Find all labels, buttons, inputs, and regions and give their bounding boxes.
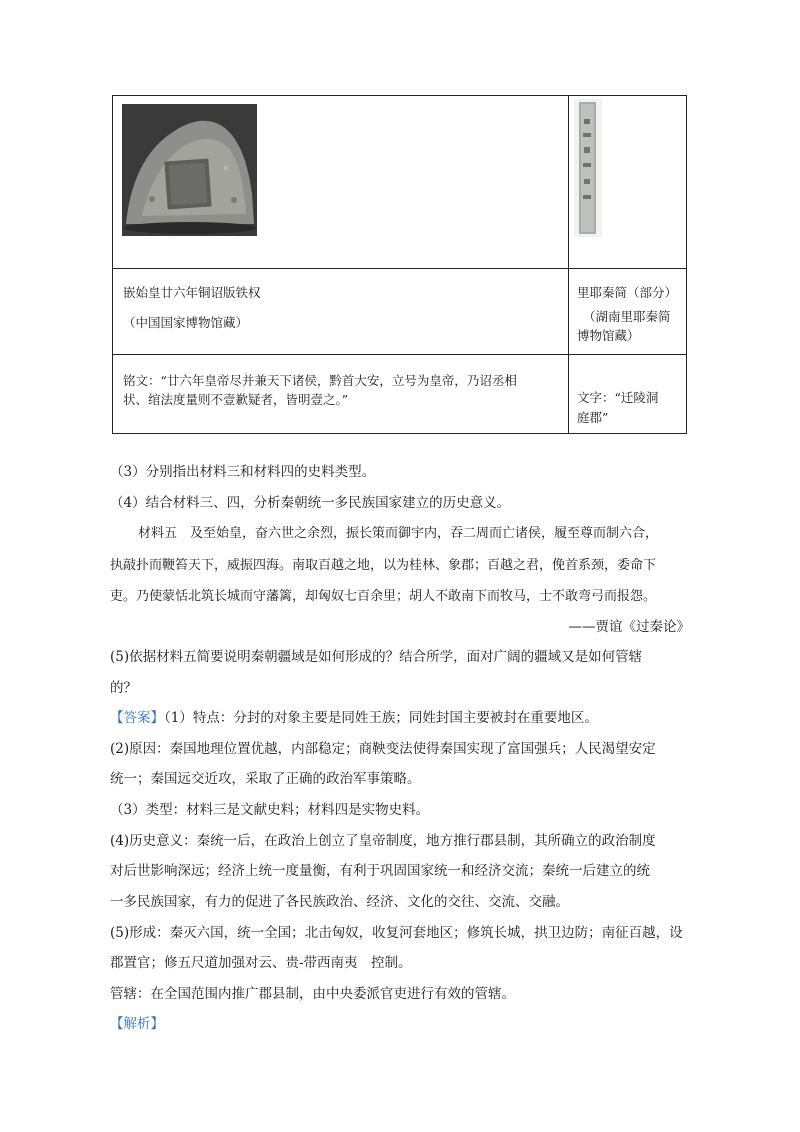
question-3: （3）分别指出材料三和材料四的史料类型。 (110, 464, 376, 480)
material5-line2: 执敲扑而鞭笞天下，威振四海。南取百越之地，以为桂林、象郡；百越之君，俛首系颈，委命下 (110, 558, 657, 573)
table-row-divider (113, 354, 686, 355)
item1-collection: （中国国家博物馆藏） (123, 315, 249, 330)
answer-4-line3: 一多民族国家，有力的促进了各民族政治、经济、文化的交往、交流、交融。 (110, 894, 569, 910)
material5-line3: 吏。乃使蒙恬北筑长城而守藩篱，却匈奴七百余里；胡人不敢南下而牧马，士不敢弯弓而报怨。 (110, 589, 657, 604)
answer-4-line1: (4)历史意义：秦统一后，在政治上创立了皇帝制度，地方推行郡县制，其所确立的政治制度 (110, 833, 656, 849)
item2-collection-line2: 博物馆藏） (577, 328, 640, 343)
answer-5-line2: 郡置官；修五尺道加强对云、贵-带西南夷 控制。 (110, 955, 412, 971)
material5-source: ——贾谊《过秦论》 (568, 619, 690, 635)
table-row-divider (113, 268, 686, 269)
iron-weight-photo (122, 104, 257, 236)
bamboo-slip-photo (574, 99, 602, 237)
question-5-line1: (5)依据材料五简要说明秦朝疆域是如何形成的？结合所学，面对广阔的疆域又是如何管辖 (110, 649, 643, 665)
item2-text-line2: 庭郡” (577, 410, 609, 425)
item1-inscription-line1: 铭文：“廿六年皇帝尽并兼天下诸侯，黔首大安，立号为皇帝，乃诏丞相 (123, 373, 517, 388)
answer-5-line1: (5)形成：秦灭六国，统一全国；北击匈奴，收复河套地区；修筑长城，拱卫边防；南征百越，设 (110, 925, 683, 941)
item2-collection-line1: （湖南里耶秦简 (583, 309, 671, 324)
material5-line1: 材料五 及至始皇，奋六世之余烈，振长策而御宇内，吞二周而亡诸侯，履至尊而制六合， (138, 526, 659, 541)
answer-1-row (110, 708, 690, 728)
item1-name: 嵌始皇廿六年铜诏版铁权 (123, 285, 261, 300)
question-4: （4）结合材料三、四，分析秦朝统一多民族国家建立的历史意义。 (110, 495, 511, 511)
analysis-label: 【解析】 (110, 1016, 164, 1032)
answer-1: （1）特点：分封的对象主要是同姓王族；同姓封国主要被封在重要地区。 (164, 710, 598, 726)
answer-2-line1: (2)原因：秦国地理位置优越，内部稳定；商鞅变法使得秦国实现了富国强兵；人民渴望安定 (110, 741, 656, 757)
answer-3: （3）类型：材料三是文献史料；材料四是实物史料。 (110, 802, 430, 818)
item1-inscription-line2: 状、绾法度量则不壹歉疑者，皆明壹之。” (123, 392, 349, 407)
item2-text-line1: 文字：“迁陵洞 (577, 390, 659, 405)
question-5-line2: 的？ (110, 680, 137, 696)
answer-2-line2: 统一；秦国远交近攻，采取了正确的政治军事策略。 (110, 771, 421, 787)
table-column-divider (568, 96, 569, 433)
answer-5-line3: 管辖：在全国范围内推广郡县制，由中央委派官吏进行有效的管辖。 (110, 986, 515, 1002)
answer-label: 【答案】 (110, 710, 164, 726)
materials-table (112, 95, 687, 434)
item2-name: 里耶秦简（部分） (577, 285, 678, 300)
answer-4-line2: 对后世影响深远；经济上统一度量衡，有利于巩固国家统一和经济交流；秦统一后建立的统 (110, 863, 650, 879)
